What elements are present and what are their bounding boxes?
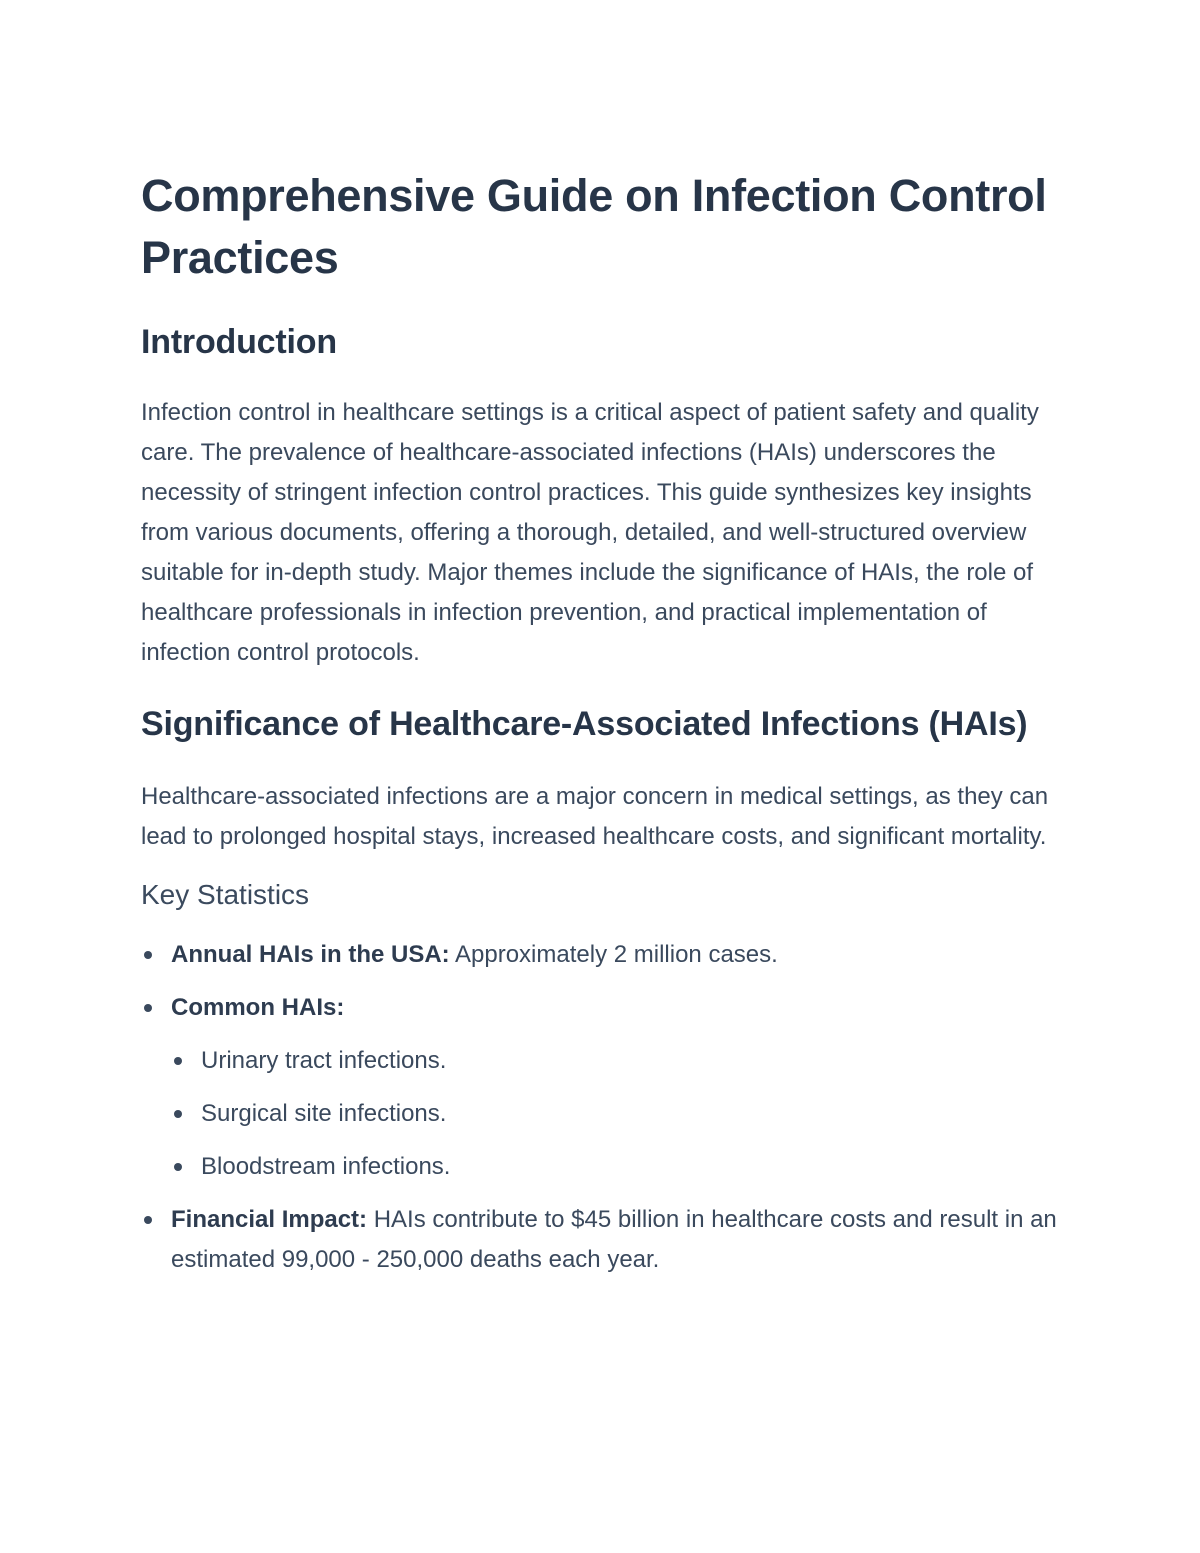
document-page bbox=[141, 165, 1061, 1293]
sublist-item bbox=[171, 1147, 1061, 1187]
bullet-icon bbox=[144, 1004, 152, 1012]
introduction-heading: Introduction bbox=[141, 323, 337, 361]
bullet-icon bbox=[144, 951, 152, 959]
bullet-icon bbox=[174, 1057, 182, 1065]
sublist-item-text: Urinary tract infections. bbox=[201, 1047, 447, 1074]
list-item-label: Financial Impact: bbox=[171, 1206, 368, 1233]
list-item-financial-impact bbox=[141, 1200, 1061, 1280]
list-item-label: Annual HAIs in the USA: bbox=[171, 941, 450, 968]
sublist-item bbox=[171, 1094, 1061, 1134]
significance-heading: Significance of Healthcare-Associated Infections (HAIs) bbox=[141, 705, 1028, 743]
bullet-icon bbox=[174, 1110, 182, 1118]
sublist-item-text: Surgical site infections. bbox=[201, 1100, 447, 1127]
document-title: Comprehensive Guide on Infection Control Practices bbox=[141, 170, 1047, 283]
list-item-common-hais bbox=[141, 988, 1061, 1187]
statistics-list bbox=[141, 935, 1061, 1280]
list-item-text: HAIs contribute to $45 billion in healthcare costs and result in an estimated 99,000 - 250,000 deaths each year. bbox=[171, 1206, 1057, 1273]
sublist-item-text: Bloodstream infections. bbox=[201, 1153, 451, 1180]
significance-paragraph: Healthcare-associated infections are a major concern in medical settings, as they can lead to prolonged hospital stays, increased healthcare costs, and significant mortality. bbox=[141, 783, 1049, 850]
list-item-text: Approximately 2 million cases. bbox=[449, 941, 778, 968]
key-statistics-heading: Key Statistics bbox=[141, 879, 310, 910]
list-item-annual-hais bbox=[141, 935, 1061, 975]
list-item-label: Common HAIs: bbox=[171, 994, 345, 1021]
bullet-icon bbox=[174, 1163, 182, 1171]
introduction-paragraph: Infection control in healthcare settings is a critical aspect of patient safety and quality care. The prevalence of healthcare-associated infections (HAIs) underscores the necessity of stringent infection control practices. This guide synthesizes key insights from various documents, offering a thorough, detailed, and well-structured overview suitable for in-depth study. Major themes include the significance of HAIs, the role of healthcare professionals in infection prevention, and practical implementation of infection control protocols. bbox=[141, 399, 1039, 666]
common-hais-sublist bbox=[171, 1041, 1061, 1187]
bullet-icon bbox=[144, 1216, 152, 1224]
sublist-item bbox=[171, 1041, 1061, 1081]
